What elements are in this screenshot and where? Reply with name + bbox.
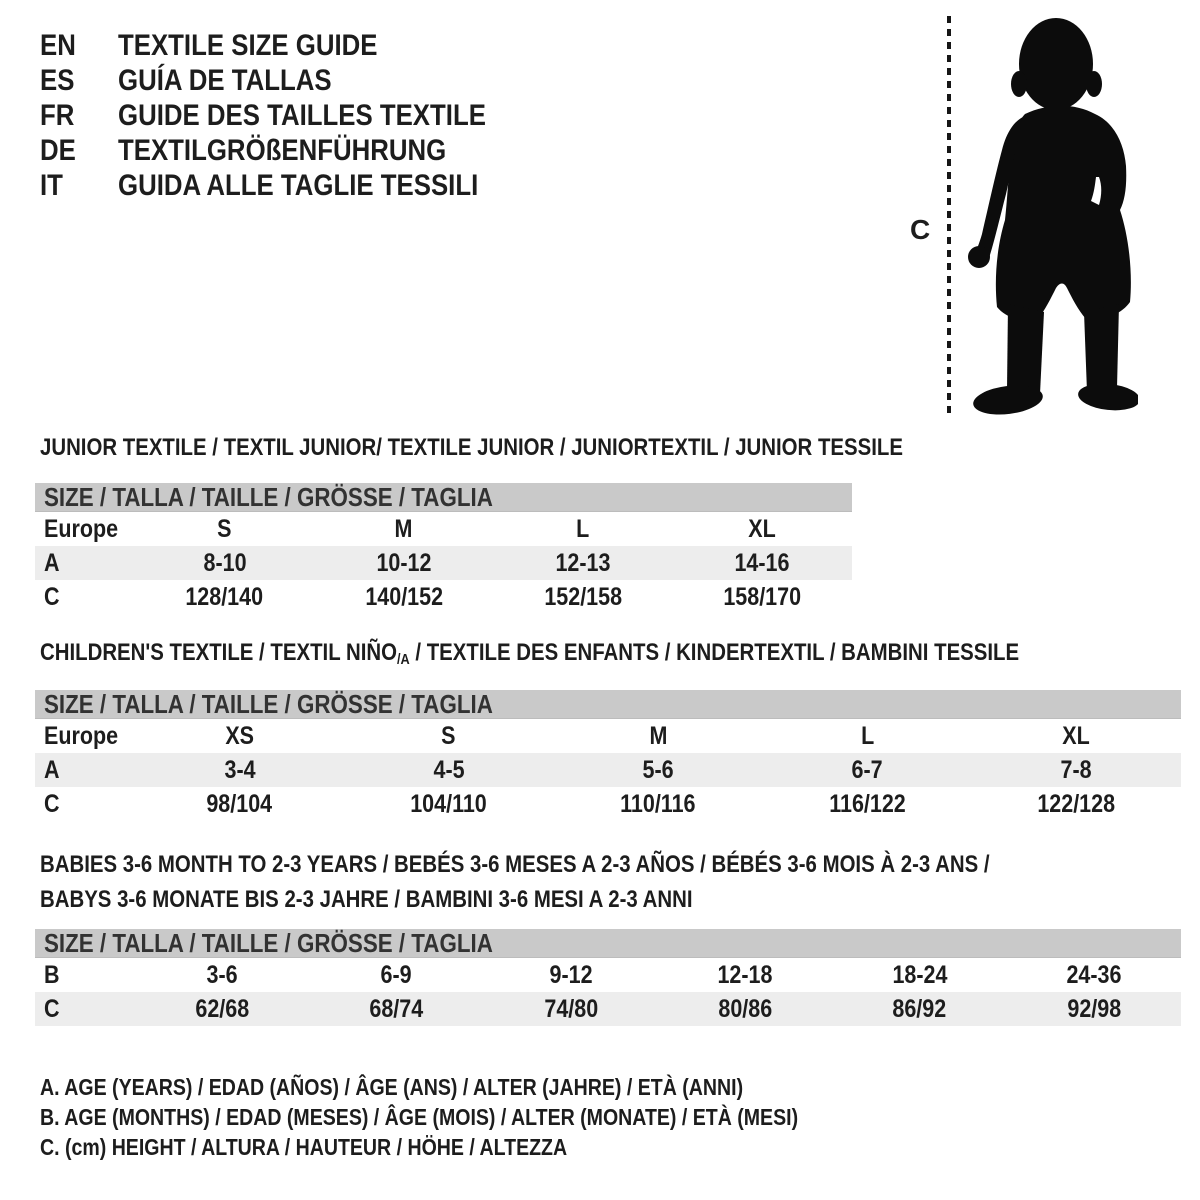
row-label: Europe <box>44 721 119 750</box>
babies-section-title <box>40 847 1157 917</box>
language-code: IT <box>40 168 63 202</box>
babies-title-line2: BABYS 3-6 MONATE BIS 2-3 JAHRE / BAMBINI 3-6 MESI A 2-3 ANNI <box>40 886 693 913</box>
size-cell: 122/128 <box>1037 789 1116 818</box>
table-row-europe <box>35 512 852 546</box>
measure-label-c: C <box>910 214 931 245</box>
size-cell: 24-36 <box>1066 960 1122 989</box>
legend-line-a: A. AGE (YEARS) / EDAD (AÑOS) / ÂGE (ANS) / ALTER (JAHRE) / ETÀ (ANNI) <box>40 1074 744 1100</box>
language-title: GUÍA DE TALLAS <box>118 63 332 97</box>
table-row-c <box>35 580 852 614</box>
language-row <box>40 63 546 98</box>
row-label: Europe <box>44 514 119 543</box>
children-size-table <box>35 690 1181 821</box>
language-row <box>40 28 546 63</box>
table-row-a <box>35 753 1181 787</box>
legend-line-b: B. AGE (MONTHS) / EDAD (MESES) / ÂGE (MOIS) / ALTER (MONATE) / ETÀ (MESI) <box>40 1104 799 1130</box>
language-code: FR <box>40 98 75 132</box>
language-title: GUIDA ALLE TAGLIE TESSILI <box>118 168 479 202</box>
size-cell: 8-10 <box>203 548 247 577</box>
junior-section-title: JUNIOR TEXTILE / TEXTIL JUNIOR/ TEXTILE JUNIOR / JUNIORTEXTIL / JUNIOR TESSILE <box>40 434 903 461</box>
table-row-c <box>35 787 1181 821</box>
language-row <box>40 133 546 168</box>
table-row-europe <box>35 719 1181 753</box>
row-label: C <box>44 994 60 1023</box>
size-cell: 80/86 <box>718 994 773 1023</box>
size-cell: L <box>576 514 590 543</box>
language-row <box>40 98 546 133</box>
size-cell: 158/170 <box>723 582 802 611</box>
size-cell: L <box>860 721 874 750</box>
row-label: C <box>44 789 60 818</box>
table-row-b <box>35 958 1181 992</box>
size-cell: 18-24 <box>891 960 947 989</box>
size-cell: 7-8 <box>1060 755 1092 784</box>
legend <box>40 1072 932 1162</box>
size-cell: 92/98 <box>1066 994 1121 1023</box>
height-measure-dashed-line <box>946 16 952 418</box>
size-cell: 9-12 <box>549 960 593 989</box>
row-label: B <box>44 960 60 989</box>
size-cell: 12-13 <box>555 548 611 577</box>
size-cell: M <box>394 514 413 543</box>
size-cell: 140/152 <box>365 582 443 611</box>
size-cell: M <box>649 721 667 750</box>
row-label: C <box>44 582 60 611</box>
size-cell: 74/80 <box>543 994 598 1023</box>
size-cell: 4-5 <box>433 755 465 784</box>
size-cell: 98/104 <box>206 789 273 818</box>
size-cell: 104/110 <box>410 789 488 818</box>
size-cell: XS <box>225 721 254 750</box>
language-title: TEXTILE SIZE GUIDE <box>118 28 378 62</box>
table-row-c <box>35 992 1181 1026</box>
size-cell: 110/116 <box>620 789 696 818</box>
toddler-silhouette-icon <box>963 14 1138 416</box>
size-header-bar <box>35 690 1181 719</box>
table-row-a <box>35 546 852 580</box>
language-title: GUIDE DES TAILLES TEXTILE <box>118 98 486 132</box>
row-label: A <box>44 548 60 577</box>
size-cell: 86/92 <box>892 994 947 1023</box>
size-cell: 62/68 <box>195 994 250 1023</box>
size-cell: 3-6 <box>206 960 238 989</box>
size-header-label: SIZE / TALLA / TAILLE / GRÖSSE / TAGLIA <box>44 688 493 719</box>
size-cell: XL <box>1062 721 1091 750</box>
language-list <box>40 28 546 203</box>
size-cell: 10-12 <box>376 548 432 577</box>
babies-size-table <box>35 929 1181 1026</box>
size-cell: 6-9 <box>380 960 413 989</box>
size-cell: 68/74 <box>369 994 424 1023</box>
row-label: A <box>44 755 60 784</box>
size-header-label: SIZE / TALLA / TAILLE / GRÖSSE / TAGLIA <box>44 481 493 512</box>
size-cell: 3-4 <box>224 755 256 784</box>
language-code: ES <box>40 63 75 97</box>
language-row <box>40 168 546 203</box>
size-cell: XL <box>748 514 777 543</box>
nino-a-subscript: /A <box>396 651 410 668</box>
size-header-bar <box>35 929 1181 958</box>
size-cell: 5-6 <box>642 755 674 784</box>
size-cell: 116/122 <box>828 789 906 818</box>
junior-size-table <box>35 483 852 614</box>
size-header-label: SIZE / TALLA / TAILLE / GRÖSSE / TAGLIA <box>44 927 493 958</box>
size-cell: S <box>217 514 232 543</box>
size-cell: 14-16 <box>734 548 790 577</box>
size-cell: 12-18 <box>717 960 773 989</box>
size-cell: S <box>441 721 456 750</box>
babies-title-line1: BABIES 3-6 MONTH TO 2-3 YEARS / BEBÉS 3-6 MESES A 2-3 AÑOS / BÉBÉS 3-6 MOIS À 2-3 ANS / <box>40 851 990 878</box>
size-header-bar <box>35 483 852 512</box>
children-section-title: CHILDREN'S TEXTILE / TEXTIL NIÑO/A / TEXTILE DES ENFANTS / KINDERTEXTIL / BAMBINI TESSILE <box>40 638 1019 670</box>
language-title: TEXTILGRÖßENFÜHRUNG <box>118 133 447 167</box>
language-code: EN <box>40 28 76 62</box>
size-cell: 6-7 <box>851 755 883 784</box>
language-code: DE <box>40 133 76 167</box>
size-cell: 152/158 <box>544 582 622 611</box>
legend-line-c: C. (cm) HEIGHT / ALTURA / HAUTEUR / HÖHE / ALTEZZA <box>40 1134 568 1160</box>
size-cell: 128/140 <box>185 582 264 611</box>
